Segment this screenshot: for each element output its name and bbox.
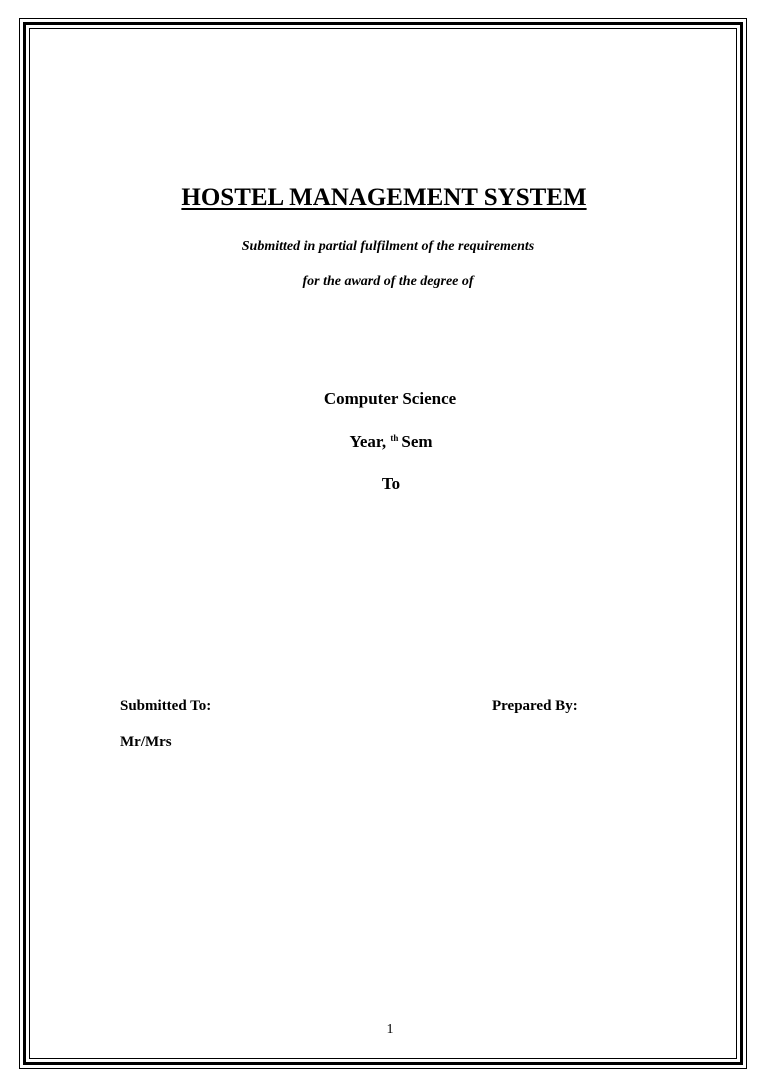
to-label: To (381, 474, 401, 493)
subtitle-degree: for the award of the degree of (302, 274, 474, 289)
document-title: HOSTEL MANAGEMENT SYSTEM (181, 184, 587, 211)
department-name: Computer Science (323, 389, 457, 408)
year-suffix: Sem (401, 432, 433, 451)
year-superscript: th (390, 433, 399, 443)
page-number: 1 (386, 1022, 394, 1037)
submitted-to-label: Submitted To: (120, 698, 212, 714)
submitted-to-name: Mr/Mrs (120, 734, 172, 750)
subtitle-requirements: Submitted in partial fulfilment of the requirements (241, 239, 535, 254)
page-border-inner (29, 28, 737, 1059)
prepared-by-label: Prepared By: (492, 698, 578, 714)
year-prefix: Year, (349, 432, 387, 451)
year-semester (0, 432, 768, 452)
